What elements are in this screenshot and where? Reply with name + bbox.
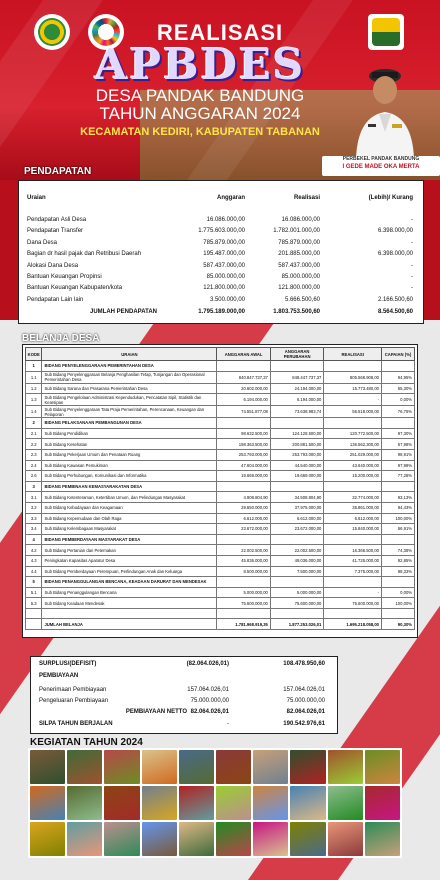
cell-capaian: 65,30% <box>382 383 415 394</box>
cell-anggaran-awal: 74.551.877,08 <box>217 406 271 418</box>
table-row <box>26 513 415 524</box>
belanja-table <box>25 347 415 630</box>
row-lebih-kurang: 2.166.500,60 <box>377 296 413 303</box>
kegiatan-photo-collage <box>28 748 402 858</box>
table-row <box>26 534 415 545</box>
cell-anggaran-perubahan: 1.877.253.026,01 <box>270 619 324 630</box>
cell-anggaran-perubahan: 37.975.000,00 <box>270 502 324 513</box>
row-uraian: Bantuan Keuangan Kabupaten/kota <box>27 285 123 292</box>
activity-photo <box>290 822 325 856</box>
table-row <box>26 492 415 503</box>
cell-anggaran-awal: 75.600.000,00 <box>217 598 271 609</box>
cell-anggaran-perubahan: 73.638.983,74 <box>270 406 324 418</box>
cell-realisasi: 16.366.500,00 <box>324 545 382 556</box>
cell-uraian: Sub Bidang Pemberdayaan Perempuan, Perlindungan Anak dan Keluarga <box>42 566 217 577</box>
cell-anggaran-awal: 20.602.000,00 <box>217 383 271 394</box>
cell-anggaran-awal: 22.002.500,00 <box>217 545 271 556</box>
cell-realisasi: 805.568.908,00 <box>324 371 382 383</box>
cell-kode: 5.3 <box>26 598 42 609</box>
caption-role: PERBEKEL PANDAK BANDUNG <box>342 156 420 162</box>
activity-photo <box>142 750 177 784</box>
row-uraian: Bantuan Keuangan Propinsi <box>27 274 102 280</box>
cell-anggaran-awal <box>217 534 271 545</box>
col-anggaran-perubahan: ANGGARAN PERUBAHAN <box>270 348 324 361</box>
total-anggaran: 1.795.189.000,00 <box>198 309 245 315</box>
silpa-anggaran: - <box>227 721 229 727</box>
activity-photo <box>290 786 325 820</box>
cell-capaian: 97,98% <box>382 460 415 471</box>
netto-anggaran: 82.064.026,01 <box>190 709 229 715</box>
col-uraian: URAIAN <box>42 348 217 361</box>
cell-anggaran-awal <box>217 361 271 372</box>
activity-photo <box>328 786 363 820</box>
village-head-photo <box>352 60 418 158</box>
cell-realisasi: 136.562.300,00 <box>324 439 382 450</box>
row-anggaran: 121.800.000,00 <box>203 285 245 292</box>
cell-anggaran-awal: 8.500.000,00 <box>217 566 271 577</box>
cell-uraian: BIDANG PELAKSANAAN PEMBANGUNAN DESA <box>42 418 217 429</box>
row-uraian: Bagian dr hasil pajak dan Retribusi Daerah <box>27 251 142 258</box>
row-lebih-kurang: - <box>411 274 413 280</box>
row-anggaran: 587.437.000,00 <box>203 262 245 269</box>
cell-realisasi: 120.772.500,00 <box>324 428 382 439</box>
row-lebih-kurang: 6.398.000,00 <box>377 228 413 235</box>
cell-capaian: 98,33% <box>382 566 415 577</box>
activity-photo <box>179 786 214 820</box>
table-row <box>26 598 415 609</box>
table-row <box>26 566 415 577</box>
row-lebih-kurang: - <box>411 285 413 292</box>
table-row <box>26 371 415 383</box>
silpa-label: SILPA TAHUN BERJALAN <box>39 721 113 727</box>
table-row <box>26 394 415 406</box>
cell-anggaran-awal: 19.669.000,00 <box>217 471 271 482</box>
activity-photo <box>104 750 139 784</box>
cell-capaian: 94,43% <box>382 502 415 513</box>
activity-photo <box>142 822 177 856</box>
cell-capaian: 74,38% <box>382 545 415 556</box>
row-realisasi: 587.437.000,00 <box>278 262 320 269</box>
cell-anggaran-awal <box>217 577 271 588</box>
pendapatan-panel <box>18 180 424 324</box>
row-anggaran: 85.000.000,00 <box>206 274 245 280</box>
col-anggaran: Anggaran <box>216 195 245 201</box>
cell-capaian: 90,30% <box>382 619 415 630</box>
activity-photo <box>67 750 102 784</box>
cell-uraian: Sub Bidang Pekerjaan Umum dan Penataan Ruang <box>42 449 217 460</box>
table-row <box>26 502 415 513</box>
cell-uraian: BIDANG PENANGGULANGAN BENCANA, KEADAAN DARURAT DAN MENDESAK <box>42 577 217 588</box>
cell-capaian: 100,00% <box>382 513 415 524</box>
col-uraian: Uraian <box>27 195 46 201</box>
table-row <box>26 619 415 630</box>
cell-capaian <box>382 418 415 429</box>
cell-uraian: JUMLAH BELANJA <box>42 619 217 630</box>
cell-uraian: Sub Bidang Kelembagaan Masyarakat <box>42 524 217 535</box>
cell-kode: 2.6 <box>26 471 42 482</box>
table-row <box>26 428 415 439</box>
penerimaan-anggaran: 157.064.026,01 <box>187 687 229 693</box>
row-lebih-kurang: - <box>411 262 413 269</box>
cell-uraian: Sub Bidang Keadaan Mendesak <box>42 598 217 609</box>
table-row <box>26 577 415 588</box>
activity-photo <box>216 750 251 784</box>
regency-logo <box>368 14 404 50</box>
cell-anggaran-perubahan <box>270 418 324 429</box>
cell-capaian: 0,00% <box>382 587 415 598</box>
activity-photo <box>365 750 400 784</box>
caption-name: I GEDE MADE OKA MERTA <box>342 164 420 170</box>
cell-capaian: 66,91% <box>382 524 415 535</box>
cell-anggaran-awal: 29.650.000,00 <box>217 502 271 513</box>
cell-kode: 1.3 <box>26 394 42 406</box>
cell-uraian <box>42 608 217 619</box>
row-uraian: Dana Desa <box>27 239 58 246</box>
cell-realisasi <box>324 361 382 372</box>
pengeluaran-anggaran: 75.000.000,00 <box>190 698 229 704</box>
row-anggaran: 195.487.000,00 <box>203 251 245 258</box>
activity-photo <box>253 822 288 856</box>
pendapatan-total-row <box>27 309 415 320</box>
row-realisasi: 16.086.000,00 <box>281 217 320 223</box>
cell-anggaran-perubahan: 49.036.000,00 <box>270 555 324 566</box>
table-row <box>26 555 415 566</box>
cell-uraian: Sub Bidang Pendidikan <box>42 428 217 439</box>
table-row <box>26 418 415 429</box>
cell-uraian: Sub Bidang Ketenteraman, Ketertiban Umum, dan Pelindungan Masyarakat <box>42 492 217 503</box>
cell-kode <box>26 619 42 630</box>
cell-realisasi: 251.029.000,00 <box>324 449 382 460</box>
pembiayaan-label: PEMBIAYAAN <box>39 673 79 679</box>
cell-realisasi: 56.518.000,00 <box>324 406 382 418</box>
cell-realisasi: 41.725.000,00 <box>324 555 382 566</box>
cell-kode: 3.4 <box>26 524 42 535</box>
activity-photo <box>104 822 139 856</box>
district-name: KECAMATAN KEDIRI, KABUPATEN TABANAN <box>80 126 320 138</box>
cell-kode: 3 <box>26 481 42 492</box>
pengeluaran-label: Pengeluaran Pembiayaan <box>39 698 109 704</box>
table-row <box>26 361 415 372</box>
cell-uraian: Sub Bidang Penyelenggaraan Tata Praja Pemerintahan, Perencanaan, Keuangan dan Pelaporan <box>42 406 217 418</box>
cell-kode: 1.1 <box>26 371 42 383</box>
cell-anggaran-awal: 198.363.500,00 <box>217 439 271 450</box>
cell-realisasi: 32.774.000,00 <box>324 492 382 503</box>
cell-kode: 2.3 <box>26 449 42 460</box>
cell-kode: 1.4 <box>26 406 42 418</box>
pendapatan-row <box>27 251 415 262</box>
belanja-body <box>26 361 415 630</box>
title-apbdes: APBDES <box>94 40 306 89</box>
cell-anggaran-awal: 6.194.000,00 <box>217 394 271 406</box>
cell-realisasi: 35.861.000,00 <box>324 502 382 513</box>
activity-photo <box>30 822 65 856</box>
cell-anggaran-perubahan: 124.128.500,00 <box>270 428 324 439</box>
cell-anggaran-awal: 6.612.000,00 <box>217 513 271 524</box>
total-label: JUMLAH PENDAPATAN <box>90 309 157 315</box>
col-realisasi: Realisasi <box>293 195 320 201</box>
activity-photo <box>365 822 400 856</box>
row-realisasi: 1.782.001.000,00 <box>273 228 320 235</box>
total-lebih-kurang: 8.564.500,60 <box>377 309 413 315</box>
cell-uraian: Peningkatan Kapasitas Aparatur Desa <box>42 555 217 566</box>
cell-realisasi <box>324 418 382 429</box>
cell-kode: 3.1 <box>26 492 42 503</box>
table-row <box>26 587 415 598</box>
cell-realisasi: 15.840.000,00 <box>324 524 382 535</box>
row-anggaran: 1.775.603.000,00 <box>198 228 245 235</box>
cell-kode: 5.1 <box>26 587 42 598</box>
cell-realisasi <box>324 577 382 588</box>
row-uraian: Pendapatan Transfer <box>27 228 84 235</box>
cell-anggaran-awal: 47.604.000,00 <box>217 460 271 471</box>
activity-photo <box>30 786 65 820</box>
cell-kode: 4.3 <box>26 555 42 566</box>
table-row <box>26 545 415 556</box>
cell-anggaran-perubahan: 5.000.000,00 <box>270 587 324 598</box>
cell-anggaran-perubahan <box>270 577 324 588</box>
pendapatan-row <box>27 228 415 239</box>
cell-anggaran-awal: 253.793.000,00 <box>217 449 271 460</box>
activity-photo <box>328 822 363 856</box>
activity-photo <box>30 750 65 784</box>
village-head-caption <box>322 156 440 176</box>
cell-anggaran-perubahan: 34.508.804,90 <box>270 492 324 503</box>
table-row <box>26 406 415 418</box>
table-row <box>26 439 415 450</box>
pendapatan-header-row <box>27 195 415 206</box>
row-realisasi: 121.800.000,00 <box>278 285 320 292</box>
cell-uraian: Sub Bidang Kebudayaan dan Keagamaan <box>42 502 217 513</box>
cell-kode: 2.4 <box>26 460 42 471</box>
cell-kode: 2.1 <box>26 428 42 439</box>
cell-capaian: 76,75% <box>382 406 415 418</box>
row-lebih-kurang: - <box>411 217 413 223</box>
cell-anggaran-perubahan: 22.002.500,00 <box>270 545 324 556</box>
cell-kode: 4.2 <box>26 545 42 556</box>
table-row <box>26 449 415 460</box>
belanja-title: BELANJA DESA <box>22 333 100 344</box>
silpa-realisasi: 190.542.976,61 <box>283 721 325 727</box>
row-anggaran: 16.086.000,00 <box>206 217 245 223</box>
cell-realisasi: - <box>324 587 382 598</box>
cell-anggaran-awal <box>217 608 271 619</box>
cell-capaian: 100,00% <box>382 598 415 609</box>
cell-realisasi: 6.612.000,00 <box>324 513 382 524</box>
pendapatan-row <box>27 285 415 296</box>
surplus-anggaran: (82.064.026,01) <box>186 661 229 667</box>
cell-uraian: Sub Bidang Penyelenggaraan Belanja Penghasilan Tetap, Tunjangan dan Operasional Pemerintahan Desa <box>42 371 217 383</box>
cell-anggaran-awal: 45.836.000,00 <box>217 555 271 566</box>
cell-anggaran-perubahan <box>270 361 324 372</box>
header-banner <box>0 0 440 180</box>
cell-uraian: Sub Bidang Pengelolaan Administrasi Kependudukan, Pencatatan Sipil, Statistik dan Kearsipan <box>42 394 217 406</box>
cell-anggaran-perubahan: 6.194.000,00 <box>270 394 324 406</box>
cell-anggaran-awal: 4.908.804,90 <box>217 492 271 503</box>
cell-capaian <box>382 481 415 492</box>
penerimaan-label: Penerimaan Pembiayaan <box>39 687 107 693</box>
row-lebih-kurang: 6.398.000,00 <box>377 251 413 258</box>
row-realisasi: 5.666.500,60 <box>284 296 320 303</box>
cell-uraian: Sub Bidang Kepemudaan dan Olah Raga <box>42 513 217 524</box>
cell-realisasi: 75.600.000,00 <box>324 598 382 609</box>
row-anggaran: 3.500.000,00 <box>209 296 245 303</box>
pendapatan-row <box>27 240 415 251</box>
cell-capaian: 93,13% <box>382 492 415 503</box>
cell-realisasi: 15.200.000,00 <box>324 471 382 482</box>
activity-photo <box>179 822 214 856</box>
cell-anggaran-perubahan: 19.669.000,00 <box>270 471 324 482</box>
total-realisasi: 1.803.753.500,60 <box>273 309 320 315</box>
cell-anggaran-perubahan: 6.612.000,00 <box>270 513 324 524</box>
pendapatan-row <box>27 217 415 228</box>
cell-capaian: 98,91% <box>382 449 415 460</box>
cell-realisasi: 15.773.480,00 <box>324 383 382 394</box>
netto-label: PEMBIAYAAN NETTO <box>125 709 187 715</box>
row-uraian: Pendapatan Asli Desa <box>27 217 87 223</box>
activity-photo <box>216 822 251 856</box>
cell-uraian: Sub Bidang Kesehatan <box>42 439 217 450</box>
cell-kode <box>26 608 42 619</box>
cell-capaian <box>382 608 415 619</box>
cell-anggaran-perubahan: 44.540.000,00 <box>270 460 324 471</box>
cell-capaian: 92,85% <box>382 555 415 566</box>
cell-uraian: BIDANG PEMBINAAN KEMASYARAKATAN DESA <box>42 481 217 492</box>
cell-kode: 3.2 <box>26 502 42 513</box>
cell-anggaran-perubahan: 200.881.500,00 <box>270 439 324 450</box>
cell-uraian: Sub Bidang Perhubungan, Komunikasi dan Informatika <box>42 471 217 482</box>
surplus-realisasi: 108.478.950,60 <box>283 661 325 667</box>
table-row <box>26 471 415 482</box>
table-row <box>26 460 415 471</box>
cell-realisasi: 1.695.218.058,00 <box>324 619 382 630</box>
activity-photo <box>67 786 102 820</box>
table-row <box>26 481 415 492</box>
cell-anggaran-awal: 23.672.000,00 <box>217 524 271 535</box>
village-name: DESA PANDAK BANDUNG <box>95 86 305 105</box>
activity-photo <box>328 750 363 784</box>
activity-photo <box>67 822 102 856</box>
col-capaian: CAPAIAN (%) <box>382 348 415 361</box>
cell-uraian: Sub Bidang Penanggulangan Bencana <box>42 587 217 598</box>
cell-realisasi: - <box>324 394 382 406</box>
cell-anggaran-perubahan: 253.793.000,00 <box>270 449 324 460</box>
cell-anggaran-perubahan: 7.500.000,00 <box>270 566 324 577</box>
activity-photo <box>142 786 177 820</box>
cell-realisasi: 43.640.000,00 <box>324 460 382 471</box>
row-realisasi: 85.000.000,00 <box>281 274 320 280</box>
surplus-label: SURPLUS/(DEFISIT) <box>39 661 97 667</box>
activity-photo <box>253 786 288 820</box>
pengeluaran-realisasi: 75.000.000,00 <box>286 698 325 704</box>
cell-kode: 5 <box>26 577 42 588</box>
cell-uraian: Sub Bidang Kawasan Pemukiman <box>42 460 217 471</box>
cell-kode: 1.2 <box>26 383 42 394</box>
pendapatan-row <box>27 274 415 285</box>
cell-anggaran-awal: 1.781.968.919,35 <box>217 619 271 630</box>
cell-anggaran-perubahan <box>270 608 324 619</box>
cell-uraian: BIDANG PEMBERDAYAAN MASYARAKAT DESA <box>42 534 217 545</box>
activity-photo <box>179 750 214 784</box>
cell-anggaran-awal <box>217 481 271 492</box>
row-uraian: Pendapatan Lain lain <box>27 296 84 303</box>
pendapatan-title: PENDAPATAN <box>24 166 92 177</box>
cell-capaian: 0,00% <box>382 394 415 406</box>
cell-capaian: 77,28% <box>382 471 415 482</box>
cell-anggaran-awal: 5.000.000,00 <box>217 587 271 598</box>
cell-uraian: Sub Bidang Sarana dan Prasarana Pemerintahan Desa <box>42 383 217 394</box>
table-row <box>26 608 415 619</box>
cell-anggaran-perubahan: 24.194.000,00 <box>270 383 324 394</box>
activity-photo <box>365 786 400 820</box>
cell-capaian: 97,30% <box>382 428 415 439</box>
fiscal-year: TAHUN ANGGARAN 2024 <box>99 104 301 123</box>
belanja-header-row <box>26 348 415 361</box>
belanja-panel <box>22 344 418 638</box>
row-uraian: Alokasi Dana Desa <box>27 262 79 269</box>
cell-kode: 4.4 <box>26 566 42 577</box>
cell-realisasi: 7.375.000,00 <box>324 566 382 577</box>
cell-uraian: BIDANG PENYELENGGARAAN PEMERINTAHAN DESA <box>42 361 217 372</box>
col-lebih-kurang: (Lebih)/ Kurang <box>368 195 413 201</box>
activity-photo <box>104 786 139 820</box>
table-row <box>26 383 415 394</box>
cell-kode: 2 <box>26 418 42 429</box>
cell-capaian: 67,98% <box>382 439 415 450</box>
cell-uraian: Sub Bidang Pertanian dan Peternakan <box>42 545 217 556</box>
cell-realisasi <box>324 481 382 492</box>
row-lebih-kurang: - <box>411 239 413 246</box>
activity-photo <box>216 786 251 820</box>
col-realisasi: REALISASI <box>324 348 382 361</box>
cell-kode: 1 <box>26 361 42 372</box>
cell-capaian: 94,95% <box>382 371 415 383</box>
kegiatan-title: KEGIATAN TAHUN 2024 <box>30 737 143 748</box>
cell-anggaran-perubahan: 23.672.000,00 <box>270 524 324 535</box>
cell-anggaran-awal: 98.632.500,00 <box>217 428 271 439</box>
cell-anggaran-awal <box>217 418 271 429</box>
title-realisasi: REALISASI <box>156 20 284 45</box>
cell-capaian <box>382 361 415 372</box>
cell-realisasi <box>324 608 382 619</box>
row-realisasi: 785.879.000,00 <box>278 239 320 246</box>
activity-photo <box>253 750 288 784</box>
cell-anggaran-perubahan: 848.447.737,37 <box>270 371 324 383</box>
row-anggaran: 785.879.000,00 <box>203 239 245 246</box>
table-row <box>26 524 415 535</box>
cell-anggaran-perubahan <box>270 534 324 545</box>
cell-kode: 3.3 <box>26 513 42 524</box>
penerimaan-realisasi: 157.064.026,01 <box>283 687 325 693</box>
cell-anggaran-perubahan: 75.600.000,00 <box>270 598 324 609</box>
cell-kode: 4 <box>26 534 42 545</box>
col-anggaran-awal: ANGGARAN AWAL <box>217 348 271 361</box>
cell-capaian <box>382 577 415 588</box>
col-kode: KODE <box>26 348 42 361</box>
pendapatan-row <box>27 297 415 308</box>
cell-anggaran-awal: 840.847.737,37 <box>217 371 271 383</box>
pendapatan-row <box>27 263 415 274</box>
activity-photo <box>290 750 325 784</box>
cell-capaian <box>382 534 415 545</box>
row-realisasi: 201.885.000,00 <box>278 251 320 258</box>
netto-realisasi: 82.064.026,01 <box>286 709 325 715</box>
cell-anggaran-perubahan <box>270 481 324 492</box>
cell-realisasi <box>324 534 382 545</box>
cell-kode: 2.2 <box>26 439 42 450</box>
pembiayaan-panel <box>30 656 338 734</box>
